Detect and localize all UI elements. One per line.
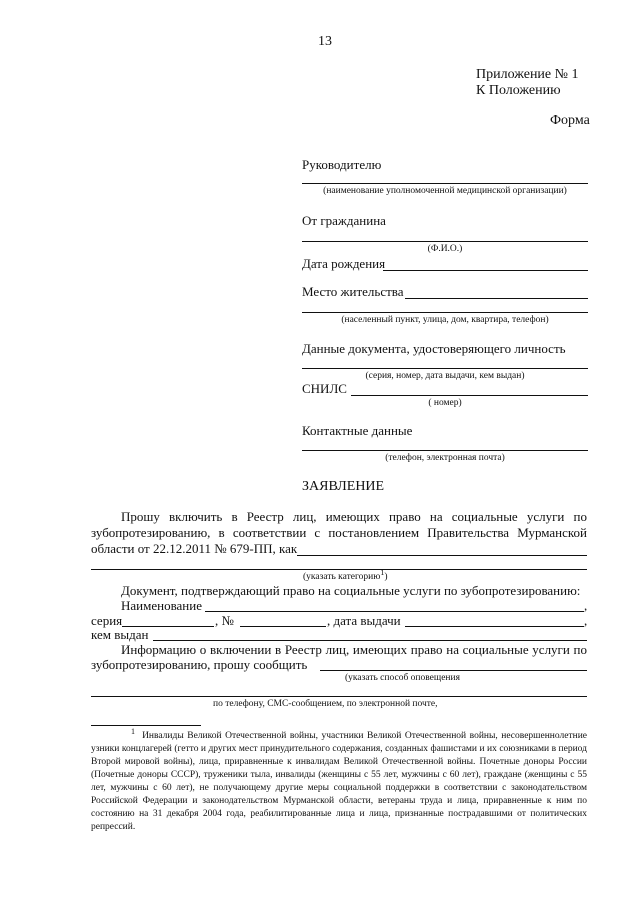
category-caption: (указать категорию$^1$) — [303, 567, 388, 582]
snils-label: СНИЛС — [302, 381, 347, 396]
issue-date-comma: , — [584, 613, 588, 628]
doc-confirm-label: Документ, подтверждающий право на социальные услуги по зубопротезированию: — [121, 583, 581, 598]
appendix-line2: К Положению — [476, 83, 561, 98]
footnote-separator — [91, 725, 201, 726]
number-label: , № — [215, 613, 234, 628]
page-number: 13 — [318, 34, 332, 49]
id-document-label: Данные документа, удостоверяющего личность — [302, 341, 566, 356]
snils-caption: ( номер) — [428, 398, 462, 408]
residence-line-2[interactable] — [302, 312, 588, 313]
snils-line[interactable] — [351, 395, 588, 396]
doc-name-label: Наименование — [121, 598, 202, 613]
category-footnote-mark: 1 — [380, 567, 385, 577]
para2-line2: зубопротезированию, прошу сообщить — [91, 657, 308, 672]
issue-date-line[interactable] — [405, 626, 584, 627]
category-line-2[interactable] — [91, 569, 587, 570]
notify-methods-caption: по телефону, СМС-сообщением, по электронной почте, — [213, 699, 438, 709]
notify-line-1[interactable] — [320, 670, 587, 671]
number-line[interactable] — [240, 626, 326, 627]
birth-date-line[interactable] — [383, 270, 588, 271]
contacts-caption: (телефон, электронная почта) — [385, 453, 505, 463]
para1-line2: зубопротезированию, в соответствии с постановлением Правительства Мурманской — [91, 525, 587, 540]
id-caption: (серия, номер, дата выдачи, кем выдан) — [365, 371, 525, 381]
org-caption: (наименование уполномоченной медицинской организации) — [323, 186, 567, 196]
doc-name-comma: , — [584, 598, 588, 613]
residence-label: Место жительства — [302, 284, 404, 299]
fio-line[interactable] — [302, 241, 588, 242]
doc-name-line[interactable] — [205, 611, 584, 612]
id-document-line[interactable] — [302, 368, 588, 369]
residence-caption: (населенный пункт, улица, дом, квартира, телефон) — [341, 315, 549, 325]
issued-by-label: кем выдан — [91, 627, 149, 642]
footnote-mark: 1 — [131, 726, 135, 736]
to-head-label: Руководителю — [302, 157, 382, 172]
residence-line-1[interactable] — [405, 298, 588, 299]
series-label: серия — [91, 613, 123, 628]
category-line-1[interactable] — [297, 555, 587, 556]
notify-caption: (указать способ оповещения — [345, 673, 460, 683]
document-title: ЗАЯВЛЕНИЕ — [302, 479, 385, 494]
fio-caption: (Ф.И.О.) — [427, 244, 463, 254]
para1-line1: Прошу включить в Реестр лиц, имеющих право на социальные услуги по — [121, 509, 587, 524]
appendix-line1: Приложение № 1 — [476, 67, 579, 82]
issued-by-line[interactable] — [153, 640, 587, 641]
birth-date-label: Дата рождения — [302, 256, 386, 271]
from-citizen-label: От гражданина — [302, 213, 386, 228]
notify-line-2[interactable] — [91, 696, 587, 697]
org-name-line[interactable] — [302, 183, 588, 184]
contacts-line[interactable] — [302, 450, 588, 451]
issue-date-label: , дата выдачи — [327, 613, 401, 628]
contacts-label: Контактные данные — [302, 423, 413, 438]
footnote — [91, 726, 587, 834]
para1-line3: области от 22.12.2011 № 679-ПП, как — [91, 541, 298, 556]
footnote-text: Инвалиды Великой Отечественной войны, участники Великой Отечественной войны, несовершеннолетние узники концлагерей (гетто и других мест принудительного содержания, созданных фашистами и их союзниками в период Второй мировой войны), лица, приравненные к инвалидам Великой Отечественной войны. Почетные доноры России (Почетные доноры СССР), труженики тыла, инвалиды (женщины с 55 лет, мужчины с 60 лет), граждане (женщины с 55 лет, мужчины с 60 лет), не получающему другие меры социальной поддержки в соответствии с законодательством Российской Федерации и законодательством Мурманской области, ветераны труда и лица, приравненные к ним по состоянию на 31 декабря 2004 года, реабилитированные лица и лица, признанные пострадавшими от политических репрессий. — [91, 731, 587, 832]
form-label: Форма — [550, 113, 590, 128]
para2-line1: Информацию о включении в Реестр лиц, имеющих право на социальные услуги по — [121, 642, 587, 657]
